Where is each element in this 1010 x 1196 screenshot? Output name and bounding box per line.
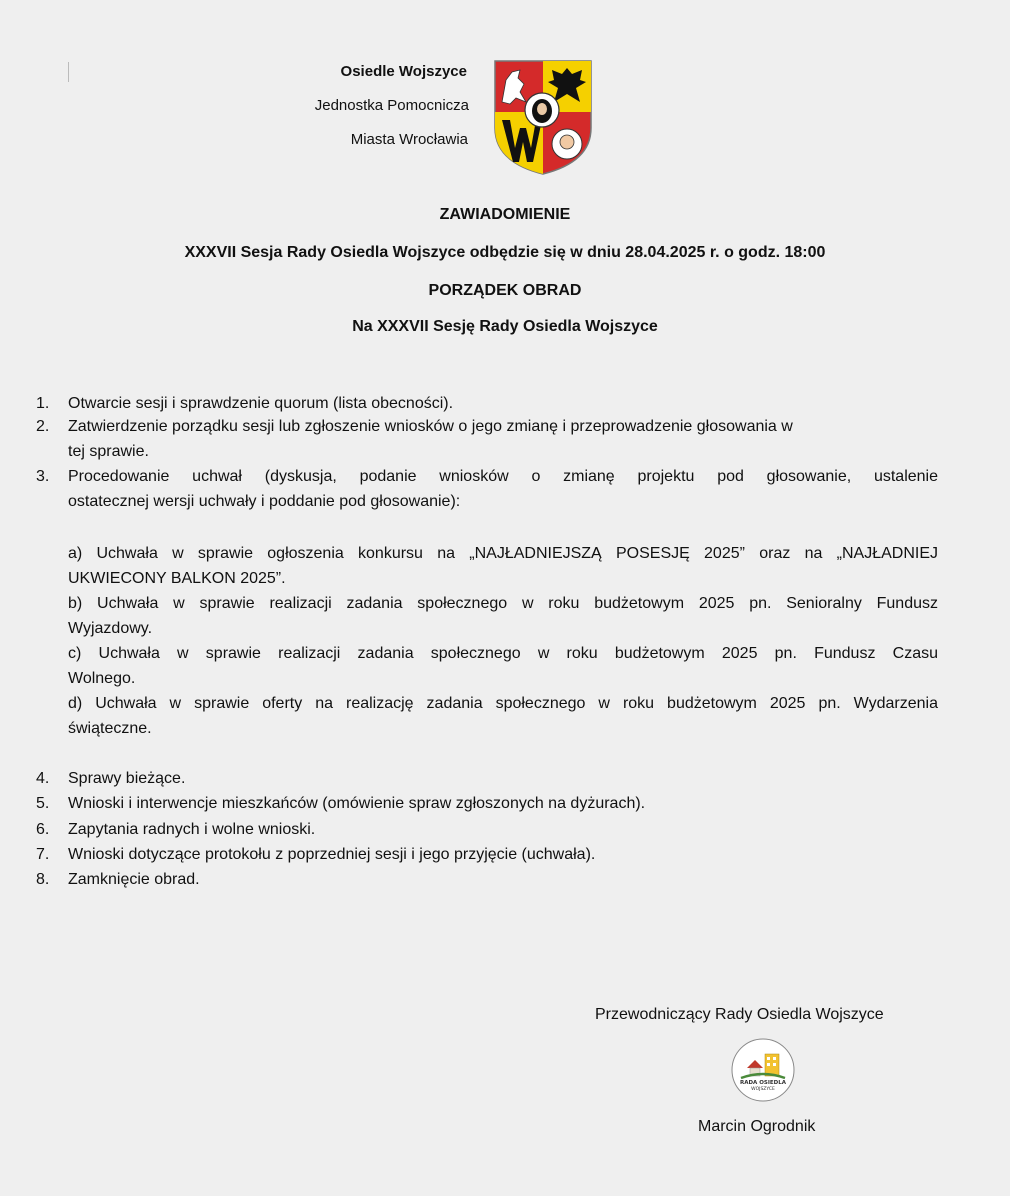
session-line: XXXVII Sesja Rady Osiedla Wojszyce odbędzie się w dniu 28.04.2025 r. o godz. 18:00 (184, 244, 826, 261)
list-item (36, 414, 946, 464)
org-name: Osiedle Wojszyce (340, 63, 467, 80)
item-number: 4. (36, 770, 50, 787)
council-stamp-logo (731, 1038, 795, 1102)
item-text: Zapytania radnych i wolne wnioski. (68, 821, 316, 838)
stamp-text-2: WOJSZYCE (751, 1087, 775, 1092)
subitem-a: a) Uchwała w sprawie ogłoszenia konkursu na „NAJŁADNIEJSZĄ POSESJĘ 2025” oraz na „NAJŁADNIEJ (68, 545, 938, 562)
city-name: Miasta Wrocławia (350, 131, 468, 148)
text-cursor (68, 62, 69, 82)
item-number: 3. (36, 468, 50, 485)
item-number: 1. (36, 395, 50, 412)
signature-name: Marcin Ogrodnik (698, 1118, 816, 1135)
unit-name: Jednostka Pomocnicza (314, 97, 469, 114)
item-number: 8. (36, 871, 50, 888)
item-text-cont: tej sprawie. (68, 443, 149, 460)
agenda-title: PORZĄDEK OBRAD (428, 282, 582, 299)
item-text-cont: ostatecznej wersji uchwały i poddanie pod głosowanie): (68, 493, 461, 510)
subitem-c: c) Uchwała w sprawie realizacji zadania społecznego w roku budżetowym 2025 pn. Fundusz Czasu (68, 645, 938, 662)
item-text: Procedowanie uchwał (dyskusja, podanie wniosków o zmianę projektu pod głosowanie, ustalenie (68, 468, 938, 485)
subitem-d-cont: świąteczne. (68, 720, 152, 737)
list-item (36, 464, 946, 514)
subitem-a-cont: UKWIECONY BALKON 2025”. (68, 570, 286, 587)
list-item (36, 791, 946, 816)
item-number: 2. (36, 418, 50, 435)
agenda-subtitle: Na XXXVII Sesję Rady Osiedla Wojszyce (352, 318, 658, 335)
subitem-d: d) Uchwała w sprawie oferty na realizację zadania społecznego w roku budżetowym 2025 pn. Wydarzenia (68, 695, 938, 712)
list-item (36, 391, 946, 416)
notice-title: ZAWIADOMIENIE (439, 206, 571, 223)
signature-role: Przewodniczący Rady Osiedla Wojszyce (595, 1006, 884, 1023)
list-item (36, 867, 946, 892)
item-text: Wnioski dotyczące protokołu z poprzedniej sesji i jego przyjęcie (uchwała). (68, 846, 596, 863)
list-item (36, 842, 946, 867)
item-number: 6. (36, 821, 50, 838)
subitem-b-cont: Wyjazdowy. (68, 620, 153, 637)
item-text: Sprawy bieżące. (68, 770, 186, 787)
item-text: Otwarcie sesji i sprawdzenie quorum (lista obecności). (68, 395, 454, 412)
item-text: Zatwierdzenie porządku sesji lub zgłoszenie wniosków o jego zmianę i przeprowadzenie głosowania w (68, 418, 793, 435)
list-item (36, 817, 946, 842)
item-text: Wnioski i interwencje mieszkańców (omówienie spraw zgłoszonych na dyżurach). (68, 795, 646, 812)
list-item (36, 766, 946, 791)
stamp-text-1: RADA OSIEDLA (740, 1080, 786, 1086)
item-text: Zamknięcie obrad. (68, 871, 200, 888)
item-number: 5. (36, 795, 50, 812)
subitem-c-cont: Wolnego. (68, 670, 136, 687)
subitem-b: b) Uchwała w sprawie realizacji zadania społecznego w roku budżetowym 2025 pn. Senioralny Fundusz (68, 595, 938, 612)
item-number: 7. (36, 846, 50, 863)
wroclaw-coat-of-arms (492, 58, 594, 176)
